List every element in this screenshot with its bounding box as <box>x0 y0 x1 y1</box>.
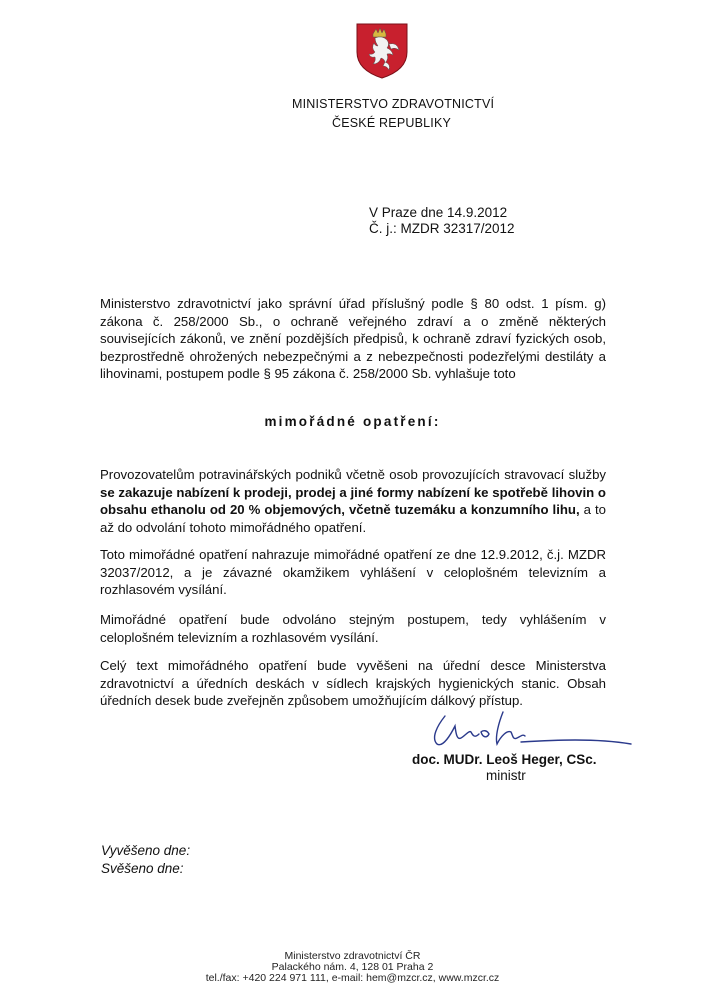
publication-paragraph: Celý text mimořádného opatření bude vyvěšeni na úřední desce Ministerstva zdravotnictví a úředních deskách v sídlech krajských hygienických stanic. Obsah úředních desek bude zveřejněn způsobem umožňujícím dálkový přístup. <box>100 658 606 708</box>
ban-paragraph-lead: Provozovatelům potravinářských podniků včetně osob provozujících stravovací služby <box>100 467 606 482</box>
ministry-country: ČESKÉ REPUBLIKY <box>332 116 452 130</box>
handwritten-signature <box>425 708 635 754</box>
coat-of-arms-emblem <box>355 22 409 80</box>
replacement-paragraph: Toto mimořádné opatření nahrazuje mimořádné opatření ze dne 12.9.2012, č.j. MZDR 32037/2012, a je závazné okamžikem vyhlášení v celoplošném televizním a rozhlasovém vysílání. <box>100 547 606 597</box>
posted-date-label: Vyvěšeno dne: <box>101 843 191 858</box>
intro-paragraph: Ministerstvo zdravotnictví jako správní úřad příslušný podle § 80 odst. 1 písm. g) zákona č. 258/2000 Sb., o ochraně veřejného zdraví a o změně některých souvisejících zákonů, ve znění pozdějších předpisů, k ochraně zdraví fyzických osob, bezprostředně ohrožených nebezpečnými a z nebezpečnosti podezřelými destiláty a lihovinami, postupem podle § 95 zákona č. 258/2000 Sb. vyhlašuje toto <box>100 296 606 381</box>
page-footer <box>0 951 705 984</box>
footer-contact: tel./fax: +420 224 971 111, e-mail: hem@mzcr.cz, www.mzcr.cz <box>205 972 500 984</box>
date-reference-block <box>369 205 515 237</box>
ban-paragraph <box>100 466 606 536</box>
signatory-role: ministr <box>486 768 526 783</box>
revocation-paragraph: Mimořádné opatření bude odvoláno stejným postupem, tedy vyhlášením v celoplošném televizním a rozhlasovém vysílání. <box>100 612 606 645</box>
signatory-name: doc. MUDr. Leoš Heger, CSc. <box>412 752 597 767</box>
ministry-name: MINISTERSTVO ZDRAVOTNICTVÍ <box>292 97 495 111</box>
ban-paragraph-bold: se zakazuje nabízení k prodeji, prodej a jiné formy nabízení ke spotřebě lihovin o obsahu ethanolu od 20 % objemových, včetně tuzemáku a konzumního lihu, <box>100 484 606 517</box>
measure-title: mimořádné opatření: <box>264 414 441 429</box>
document-date: V Praze dne 14.9.2012 <box>369 205 508 220</box>
footer-address: Palackého nám. 4, 128 01 Praha 2 <box>271 961 434 973</box>
lion-shield-icon <box>355 22 409 80</box>
ministry-header <box>292 95 494 133</box>
removed-date-label: Svěšeno dne: <box>101 861 184 876</box>
signature-scribble-icon <box>425 708 635 754</box>
posting-fields <box>101 842 190 878</box>
footer-ministry: Ministerstvo zdravotnictví ČR <box>284 950 421 962</box>
reference-number: Č. j.: MZDR 32317/2012 <box>369 221 515 236</box>
ban-paragraph-tail: a to až do odvolání tohoto mimořádného opatření. <box>100 502 606 535</box>
